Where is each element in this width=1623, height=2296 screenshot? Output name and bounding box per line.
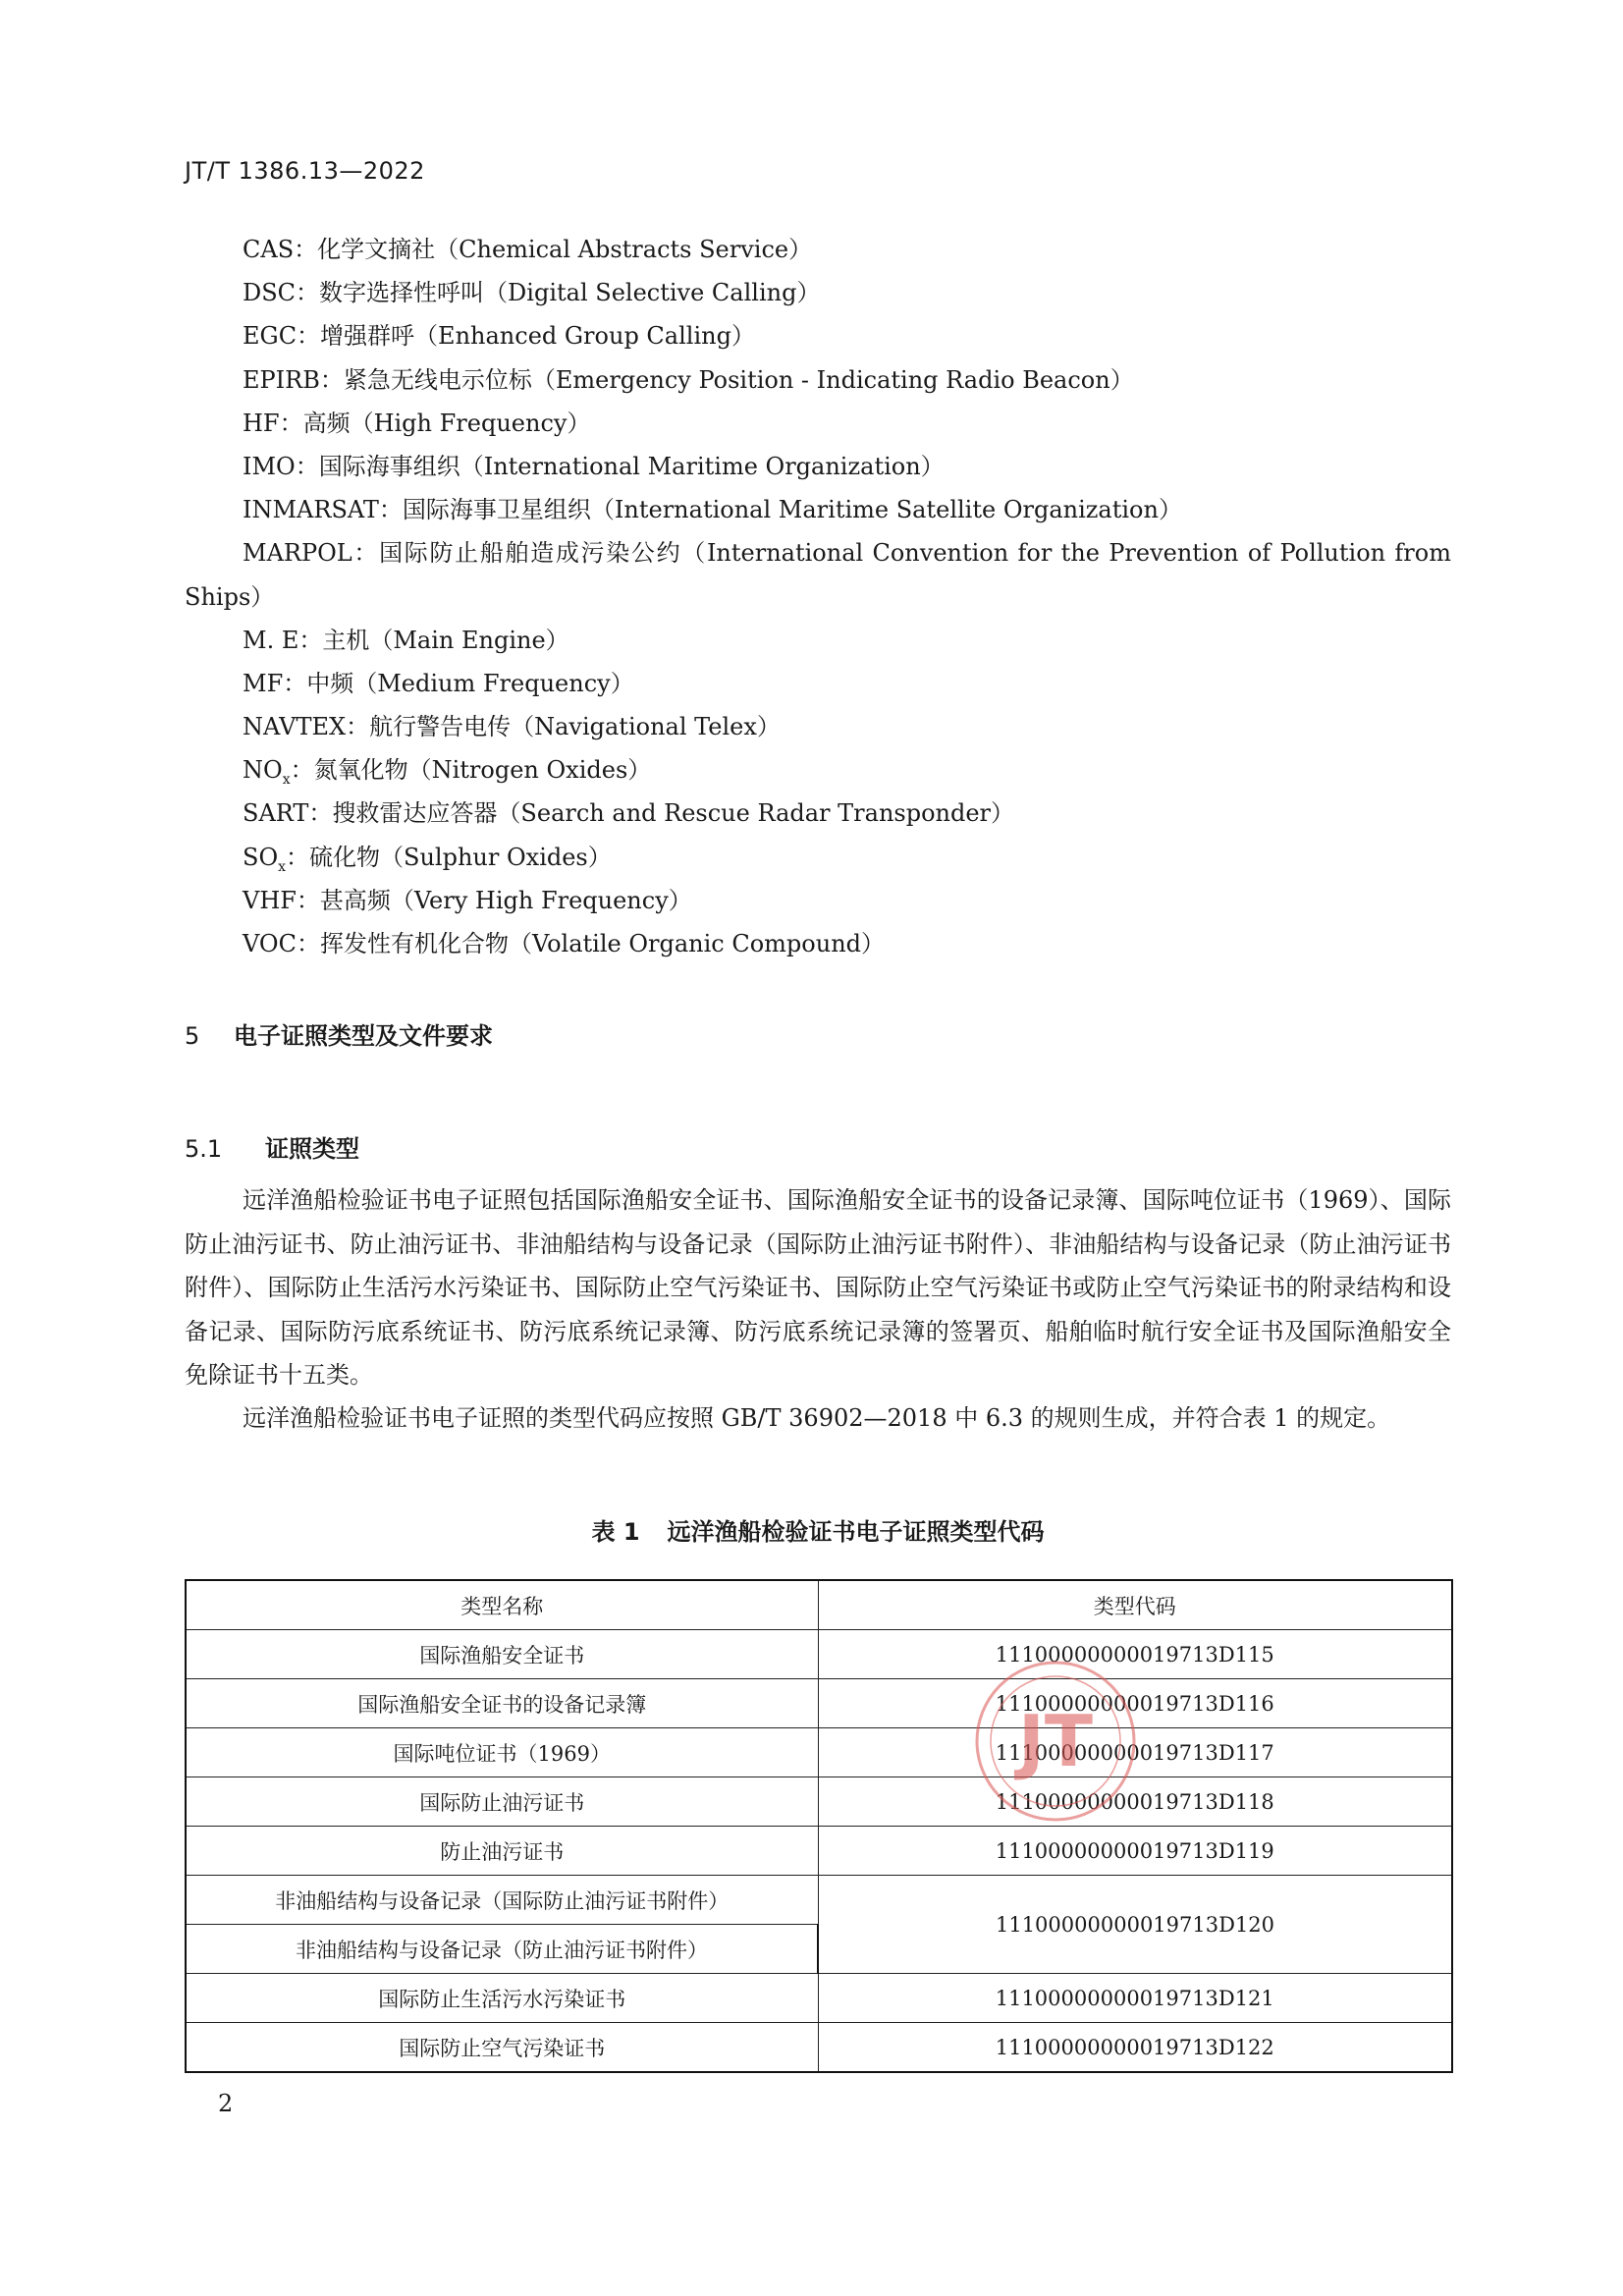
abbreviation-item: MF：中频（Medium Frequency）	[243, 669, 634, 697]
type-name-cell: 国际防止生活污水污染证书	[186, 1974, 818, 2023]
abbreviation-item: INMARSAT：国际海事卫星组织（International Maritime Satellite Organization）	[243, 496, 1182, 524]
abbreviation-item: IMO：国际海事组织（International Maritime Organization）	[243, 452, 945, 480]
column-header-type-code: 类型代码	[818, 1580, 1452, 1630]
type-code-cell: 11100000000019713D121	[818, 1974, 1452, 2023]
type-name-cell: 非油船结构与设备记录（国际防止油污证书附件）	[186, 1876, 818, 1925]
type-code-cell: 11100000000019713D115	[818, 1630, 1452, 1679]
table-row	[186, 1827, 1452, 1876]
type-code-cell: 11100000000019713D116	[818, 1679, 1452, 1728]
section-5-1-heading	[185, 1129, 359, 1164]
abbreviation-item: HF：高频（High Frequency）	[243, 409, 591, 437]
type-name-cell: 国际吨位证书（1969）	[186, 1728, 818, 1777]
type-code-cell: 11100000000019713D122	[818, 2023, 1452, 2073]
abbreviation-item: EGC：增强群呼（Enhanced Group Calling）	[243, 322, 755, 351]
table-row	[186, 1630, 1452, 1679]
table-row	[186, 1679, 1452, 1728]
column-header-type-name: 类型名称	[186, 1580, 818, 1630]
type-name-cell: 国际防止空气污染证书	[186, 2023, 818, 2073]
abbreviation-item: DSC：数字选择性呼叫（Digital Selective Calling）	[243, 279, 821, 307]
abbreviation-item-marpol: MARPOL：国际防止船舶造成污染公约（International Convention for the Prevention of Pollution from Ships）	[185, 539, 1451, 611]
table-row	[186, 1728, 1452, 1777]
table-row	[186, 1777, 1452, 1827]
document-code-header: JT/T 1386.13—2022	[185, 157, 425, 185]
abbreviation-item-nox	[185, 748, 1451, 792]
table-row	[186, 1974, 1452, 2023]
section-5-heading	[185, 1016, 493, 1051]
abbr-nox-prefix: NO	[243, 756, 283, 785]
type-name-cell: 防止油污证书	[186, 1827, 818, 1876]
section-title: 电子证照类型及文件要求	[234, 1022, 493, 1050]
stamp-text: JT	[1018, 1700, 1093, 1782]
paragraph-type-code-rule: 远洋渔船检验证书电子证照的类型代码应按照 GB/T 36902—2018 中 6.3 的规则生成，并符合表 1 的规定。	[243, 1404, 1391, 1432]
type-name-cell: 非油船结构与设备记录（防止油污证书附件）	[186, 1925, 818, 1974]
table-row	[186, 2023, 1452, 2073]
paragraph-certificate-types: 远洋渔船检验证书电子证照包括国际渔船安全证书、国际渔船安全证书的设备记录簿、国际吨位证书（1969）、国际防止油污证书、防止油污证书、非油船结构与设备记录（国际防止油污证书附件）、非油船结构与设备记录（防止油污证书附件）、国际防止生活污水污染证书、国际防止空气污染证书、国际防止空气污染证书或防止空气污染证书的附录结构和设备记录、国际防污底系统证书、防污底系统记录簿、防污底系统记录簿的签署页、船舶临时航行安全证书及国际渔船安全免除证书十五类。	[185, 1186, 1451, 1389]
type-code-cell-merged: 11100000000019713D120	[818, 1876, 1452, 1974]
abbreviation-item: VOC：挥发性有机化合物（Volatile Organic Compound）	[243, 930, 886, 958]
abbreviation-item: SART：搜救雷达应答器（Search and Rescue Radar Transponder）	[243, 799, 1015, 828]
table-row	[186, 1876, 1452, 1925]
section-number: 5.1	[185, 1135, 223, 1163]
abbr-nox-subscript: x	[282, 772, 291, 789]
abbreviation-item: VHF：甚高频（Very High Frequency）	[243, 886, 692, 914]
abbreviation-item: NAVTEX：航行警告电传（Navigational Telex）	[243, 713, 781, 741]
table-caption-title: 远洋渔船检验证书电子证照类型代码	[667, 1518, 1045, 1546]
abbr-nox-rest: ：氮氧化物（Nitrogen Oxides）	[290, 756, 652, 785]
abbr-sox-rest: ：硫化物（Sulphur Oxides）	[286, 843, 612, 871]
type-code-cell: 11100000000019713D119	[818, 1827, 1452, 1876]
table-header-row	[186, 1580, 1452, 1630]
page-number: 2	[218, 2090, 234, 2117]
type-code-cell: 11100000000019713D117	[818, 1728, 1452, 1777]
abbreviation-item: M. E：主机（Main Engine）	[243, 626, 569, 654]
table-caption-label: 表 1	[591, 1518, 640, 1546]
section-number: 5	[185, 1022, 200, 1050]
type-code-table	[185, 1579, 1453, 2073]
type-name-cell: 国际渔船安全证书的设备记录簿	[186, 1679, 818, 1728]
abbreviation-item: CAS：化学文摘社（Chemical Abstracts Service）	[243, 236, 813, 263]
abbreviation-item-sox	[185, 836, 1451, 879]
type-code-cell: 11100000000019713D118	[818, 1777, 1452, 1827]
table-caption	[185, 1512, 1451, 1547]
type-name-cell: 国际渔船安全证书	[186, 1630, 818, 1679]
abbr-sox-prefix: SO	[243, 843, 279, 871]
type-name-cell: 国际防止油污证书	[186, 1777, 818, 1827]
abbreviation-item: EPIRB：紧急无线电示位标（Emergency Position - Indicating Radio Beacon）	[243, 365, 1134, 394]
abbr-sox-subscript: x	[278, 858, 287, 875]
section-title: 证照类型	[265, 1135, 359, 1163]
abbreviation-list	[185, 228, 1451, 965]
